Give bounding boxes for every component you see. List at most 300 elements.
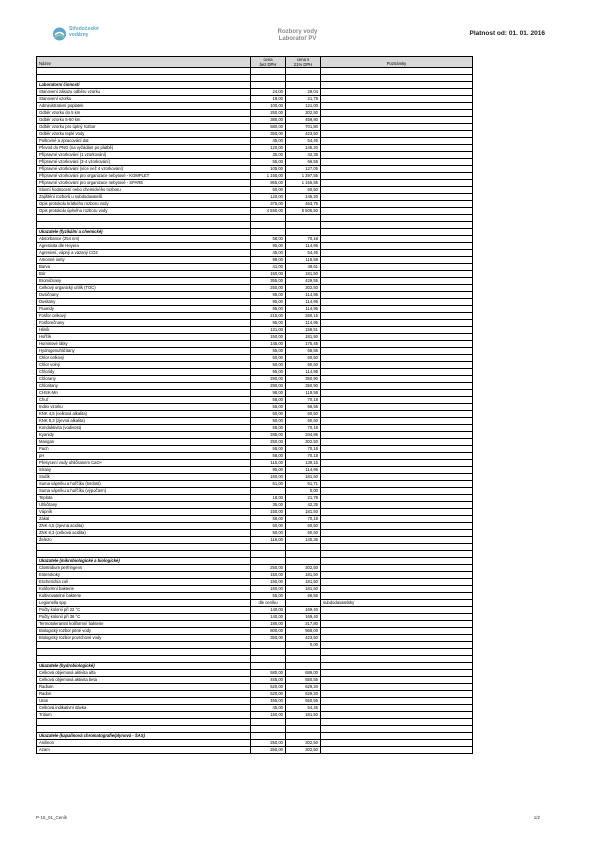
blank-cell [286, 726, 321, 733]
item-name: Hydrogenuhličitany [37, 348, 251, 355]
table-row [37, 320, 473, 327]
price-with-vat: 42,35 [286, 502, 321, 509]
table-row [37, 390, 473, 397]
blank-row [37, 656, 473, 663]
price-without-vat: 580,00 [251, 670, 286, 677]
column-header-price-without-vat-bottom: bez DPH [259, 62, 277, 67]
table-row [37, 376, 473, 383]
price-without-vat: 250,00 [251, 565, 286, 572]
column-header-name: Název [37, 57, 251, 68]
item-note [321, 684, 473, 691]
table-row [37, 488, 473, 495]
price-with-vat: 114,95 [286, 299, 321, 306]
price-without-vat: 290,00 [251, 376, 286, 383]
table-row [37, 460, 473, 467]
table-row [37, 285, 473, 292]
item-note [321, 579, 473, 586]
blank-cell [251, 551, 286, 558]
price-with-vat: 60,50 [286, 411, 321, 418]
item-note [321, 740, 473, 747]
item-note [321, 348, 473, 355]
item-note [321, 271, 473, 278]
table-row [37, 509, 473, 516]
price-without-vat: 51,00 [251, 481, 286, 488]
item-note [321, 257, 473, 264]
item-name: Hořčík [37, 334, 251, 341]
table-row [37, 642, 473, 649]
price-without-vat: 520,00 [251, 684, 286, 691]
item-note [321, 313, 473, 320]
price-without-vat: 455,00 [251, 698, 286, 705]
price-with-vat: 114,95 [286, 292, 321, 299]
table-row [37, 481, 473, 488]
item-name: Fluoridy [37, 306, 251, 313]
price-with-vat: 60,50 [286, 362, 321, 369]
item-note [321, 495, 473, 502]
item-name: Agresivita dle Heyera [37, 243, 251, 250]
price-without-vat: 58,00 [251, 453, 286, 460]
price-without-vat: 380,00 [251, 117, 286, 124]
price-without-vat: 58,00 [251, 425, 286, 432]
table-row [37, 236, 473, 243]
item-note [321, 635, 473, 642]
price-without-vat: 580,00 [251, 124, 286, 131]
item-name: Radium [37, 684, 251, 691]
item-name: Biologický rozbor pitné vody [37, 628, 251, 635]
item-note [321, 481, 473, 488]
price-without-vat: 150,00 [251, 271, 286, 278]
price-without-vat: 131,00 [251, 327, 286, 334]
table-row [37, 600, 473, 607]
item-name: Fosforečnany [37, 320, 251, 327]
item-name: Fosfor celkový [37, 313, 251, 320]
item-note [321, 516, 473, 523]
item-note [321, 530, 473, 537]
price-without-vat: 95,00 [251, 306, 286, 313]
table-row [37, 341, 473, 348]
item-name: Opis protokolu úplného rozboru vody [37, 208, 251, 215]
item-name: Bór [37, 271, 251, 278]
price-without-vat: 45,00 [251, 705, 286, 712]
column-header-price-with-vat-top: cena s [296, 57, 310, 62]
table-row [37, 327, 473, 334]
table-row [37, 446, 473, 453]
spacer-cell [321, 215, 473, 222]
item-name: Suma vápníku a hořčíku (tvrdost) [37, 481, 251, 488]
spacer-cell [321, 544, 473, 551]
item-name: Počty kolonií při 36 °C [37, 614, 251, 621]
spacer-cell [251, 544, 286, 551]
price-without-vat: 375,00 [251, 201, 286, 208]
item-note [321, 509, 473, 516]
column-header-notes: Poznámky [321, 57, 473, 68]
item-name: Odběr vzorku do 5 km [37, 110, 251, 117]
table-row [37, 495, 473, 502]
item-note [321, 621, 473, 628]
item-note [321, 628, 473, 635]
price-with-vat: 66,55 [286, 593, 321, 600]
item-name: Celková objemová aktivita beta [37, 677, 251, 684]
price-without-vat: 98,00 [251, 257, 286, 264]
table-row [37, 383, 473, 390]
item-note [321, 145, 473, 152]
price-with-vat: 0,00 [286, 488, 321, 495]
item-name: Přípravné vzorkování pro organizace nebytové - KOMPLET [37, 173, 251, 180]
price-with-vat: 60,50 [286, 530, 321, 537]
price-with-vat: 70,18 [286, 453, 321, 460]
spacer-row [37, 215, 473, 222]
item-note [321, 677, 473, 684]
table-row [37, 397, 473, 404]
price-without-vat: 116,00 [251, 537, 286, 544]
price-without-vat: 55,00 [251, 593, 286, 600]
item-name: Konduktivita (vodivost) [37, 425, 251, 432]
section-empty-cell [286, 558, 321, 565]
blank-cell [321, 551, 473, 558]
table-row [37, 313, 473, 320]
item-name: Uhličitany [37, 502, 251, 509]
table-row [37, 621, 473, 628]
price-without-vat: 50,00 [251, 362, 286, 369]
item-note [321, 488, 473, 495]
item-note [321, 138, 473, 145]
table-row [37, 607, 473, 614]
item-note [321, 96, 473, 103]
table-header-row [37, 57, 473, 68]
table-row [37, 474, 473, 481]
item-name: Kyanidy [37, 432, 251, 439]
price-with-vat: 127,05 [286, 166, 321, 173]
table-row [37, 677, 473, 684]
table-row [37, 502, 473, 509]
price-with-vat: 60,50 [286, 187, 321, 194]
item-note [321, 264, 473, 271]
item-note [321, 117, 473, 124]
price-without-vat: 150,00 [251, 334, 286, 341]
table-row [37, 145, 473, 152]
table-row [37, 299, 473, 306]
price-with-vat: 60,50 [286, 523, 321, 530]
price-with-vat: 350,90 [286, 376, 321, 383]
price-without-vat: 98,00 [251, 390, 286, 397]
price-with-vat: 629,20 [286, 684, 321, 691]
table-row [37, 537, 473, 544]
item-name: Koliformní bakterie [37, 586, 251, 593]
item-name: Dusičnany [37, 292, 251, 299]
price-without-vat: 250,00 [251, 740, 286, 747]
price-with-vat: 158,51 [286, 327, 321, 334]
price-table [36, 56, 473, 754]
item-note [321, 376, 473, 383]
price-without-vat: 4 550,00 [251, 208, 286, 215]
price-with-vat: 70,18 [286, 425, 321, 432]
table-row [37, 187, 473, 194]
price-without-vat: 58,00 [251, 236, 286, 243]
item-name: Sírany [37, 467, 251, 474]
price-without-vat: 35,00 [251, 152, 286, 159]
item-note [321, 691, 473, 698]
price-with-vat: 1 155,55 [286, 180, 321, 187]
price-with-vat: 260,15 [286, 313, 321, 320]
price-without-vat: 95,00 [251, 467, 286, 474]
item-note [321, 425, 473, 432]
section-title: Ukazatele (fyzikální a chemické) [37, 229, 251, 236]
price-with-vat: 169,40 [286, 614, 321, 621]
spacer-cell [251, 719, 286, 726]
table-row [37, 565, 473, 572]
price-with-vat: 118,58 [286, 257, 321, 264]
table-row [37, 432, 473, 439]
item-name: Administrativní poplatek [37, 103, 251, 110]
table-row [37, 362, 473, 369]
spacer-cell [251, 68, 286, 75]
item-name: Přípravné vzorkování (1 vzorkování) [37, 152, 251, 159]
table-row [37, 628, 473, 635]
item-note [321, 383, 473, 390]
table-row [37, 740, 473, 747]
price-without-vat: 955,00 [251, 180, 286, 187]
spacer-cell [37, 215, 251, 222]
table-row [37, 635, 473, 642]
table-row [37, 334, 473, 341]
item-note [321, 523, 473, 530]
section-empty-cell [286, 733, 321, 740]
footer-page-number: 1/2 [533, 815, 540, 820]
price-without-vat: 150,00 [251, 712, 286, 719]
section-header-row [37, 558, 473, 565]
item-name: Azam [37, 747, 251, 754]
item-name: Chuť [37, 397, 251, 404]
spacer-cell [286, 649, 321, 656]
price-without-vat: 18,00 [251, 495, 286, 502]
price-with-vat: 42,35 [286, 152, 321, 159]
price-with-vat: 181,50 [286, 334, 321, 341]
price-without-vat [251, 642, 286, 649]
section-title: Ukazatele (kapalinová chromatografie/plynová - ŠAS) [37, 733, 251, 740]
price-with-vat: 701,80 [286, 124, 321, 131]
table-row [37, 166, 473, 173]
section-empty-cell [321, 558, 473, 565]
item-note [321, 89, 473, 96]
spacer-row [37, 544, 473, 551]
price-with-vat: 61,71 [286, 481, 321, 488]
price-with-vat: 181,50 [286, 579, 321, 586]
price-without-vat: 95,00 [251, 292, 286, 299]
item-note [321, 201, 473, 208]
table-row [37, 278, 473, 285]
table-row [37, 180, 473, 187]
price-without-vat: 58,00 [251, 446, 286, 453]
item-name: Poštovné a zpracování dat [37, 138, 251, 145]
table-row [37, 369, 473, 376]
price-without-vat: 150,00 [251, 572, 286, 579]
item-name: Sodík [37, 474, 251, 481]
blank-row [37, 551, 473, 558]
item-name: Přípravné vzorkování (více než 4 vzorkování) [37, 166, 251, 173]
item-name: Chloritany [37, 383, 251, 390]
table-row [37, 355, 473, 362]
price-with-vat: 302,50 [286, 565, 321, 572]
price-without-vat: 105,00 [251, 166, 286, 173]
item-note [321, 614, 473, 621]
item-name: Opis protokolu krátkého rozboru vody [37, 201, 251, 208]
item-note [321, 292, 473, 299]
item-name [37, 642, 251, 649]
price-with-vat: 175,45 [286, 341, 321, 348]
price-with-vat: 181,50 [286, 572, 321, 579]
table-row [37, 152, 473, 159]
price-with-vat: 29,04 [286, 89, 321, 96]
spacer-cell [251, 215, 286, 222]
item-name: Termotolerantní koliformní bakterie [37, 621, 251, 628]
section-header-row [37, 229, 473, 236]
item-note [321, 467, 473, 474]
price-with-vat: 139,15 [286, 460, 321, 467]
price-with-vat: 302,50 [286, 285, 321, 292]
spacer-cell [321, 649, 473, 656]
blank-cell [251, 656, 286, 663]
price-without-vat: 140,00 [251, 607, 286, 614]
price-without-vat: 455,00 [251, 677, 286, 684]
item-note [321, 131, 473, 138]
price-with-vat: 181,50 [286, 509, 321, 516]
item-note [321, 306, 473, 313]
table-row [37, 467, 473, 474]
price-with-vat: 140,36 [286, 537, 321, 544]
item-note [321, 236, 473, 243]
table-row [37, 250, 473, 257]
item-name: Chlor celkový [37, 355, 251, 362]
item-note [321, 502, 473, 509]
table-row [37, 173, 473, 180]
item-name: Anilinon [37, 740, 251, 747]
item-name: Radon [37, 691, 251, 698]
item-name: Enterokoky [37, 572, 251, 579]
item-name: Vápník [37, 509, 251, 516]
item-note [321, 670, 473, 677]
price-without-vat: 150,00 [251, 586, 286, 593]
item-note [321, 110, 473, 117]
price-with-vat: 70,18 [286, 446, 321, 453]
item-name: Huminové látky [37, 341, 251, 348]
item-note [321, 453, 473, 460]
item-note [321, 194, 473, 201]
price-with-vat: 121,00 [286, 103, 321, 110]
item-name: ZNK 8,3 (celková acidita) [37, 530, 251, 537]
price-with-vat: 0,00 [286, 642, 321, 649]
item-name: pH [37, 453, 251, 460]
price-without-vat: 55,00 [251, 348, 286, 355]
table-row [37, 257, 473, 264]
item-note [321, 320, 473, 327]
item-note [321, 446, 473, 453]
price-without-vat: 520,00 [251, 691, 286, 698]
price-with-vat: 145,20 [286, 145, 321, 152]
item-name: Chlorany [37, 376, 251, 383]
table-row [37, 103, 473, 110]
item-name: CHSK-Mn [37, 390, 251, 397]
item-name: Odběr vzorku pro úplný rozbor [37, 124, 251, 131]
section-header-row [37, 733, 473, 740]
item-note [321, 565, 473, 572]
item-name: Absorbance (254 nm) [37, 236, 251, 243]
item-name: Agresivní, vápný a vázaný CO2 [37, 250, 251, 257]
price-without-vat: 24,00 [251, 89, 286, 96]
table-row [37, 453, 473, 460]
blank-cell [251, 222, 286, 229]
price-with-vat: 66,55 [286, 159, 321, 166]
price-without-vat: 45,00 [251, 138, 286, 145]
price-without-vat: 50,00 [251, 530, 286, 537]
item-note [321, 439, 473, 446]
table-row [37, 684, 473, 691]
section-empty-cell [251, 229, 286, 236]
title-line-2: Laboratoř PV [278, 36, 317, 42]
item-name: Chloridy [37, 369, 251, 376]
table-row [37, 614, 473, 621]
price-without-vat: 58,00 [251, 397, 286, 404]
spacer-cell [286, 68, 321, 75]
price-with-vat: 70,18 [286, 397, 321, 404]
item-note [321, 586, 473, 593]
item-name: Pach [37, 446, 251, 453]
price-without-vat: 140,00 [251, 614, 286, 621]
price-with-vat: 1 397,55 [286, 173, 321, 180]
table-row [37, 439, 473, 446]
item-note [321, 285, 473, 292]
item-note [321, 593, 473, 600]
table-row [37, 124, 473, 131]
item-name: Legionella spp. [37, 600, 251, 607]
item-note [321, 607, 473, 614]
price-with-vat: 350,90 [286, 383, 321, 390]
price-with-vat: 60,50 [286, 355, 321, 362]
blank-cell [286, 222, 321, 229]
table-row [37, 89, 473, 96]
item-note [321, 404, 473, 411]
column-header-price-without-vat [251, 57, 286, 68]
price-without-vat: 250,00 [251, 285, 286, 292]
item-name: Celkový organický uhlík (TOC) [37, 285, 251, 292]
item-note [321, 334, 473, 341]
blank-cell [37, 75, 251, 82]
blank-cell [286, 551, 321, 558]
price-without-vat: 50,00 [251, 355, 286, 362]
price-with-vat: 54,45 [286, 250, 321, 257]
column-header-price-with-vat [286, 57, 321, 68]
item-note [321, 460, 473, 467]
table-row [37, 579, 473, 586]
price-with-vat: 181,50 [286, 271, 321, 278]
column-header-price-with-vat-bottom: 21% DPH [293, 62, 313, 67]
price-without-vat: 285,00 [251, 432, 286, 439]
item-note [321, 152, 473, 159]
item-note [321, 537, 473, 544]
price-without-vat: 250,00 [251, 110, 286, 117]
logo-line-1: Středočeské [69, 26, 99, 32]
table-row [37, 306, 473, 313]
table-row [37, 201, 473, 208]
item-note: subdodavatelsky [321, 600, 473, 607]
table-row [37, 593, 473, 600]
item-name: Slovní hodnocení nebo chemického rozboru [37, 187, 251, 194]
item-name: Escherichia coli [37, 579, 251, 586]
price-with-vat: 66,55 [286, 348, 321, 355]
blank-cell [321, 222, 473, 229]
section-empty-cell [251, 558, 286, 565]
table-row [37, 712, 473, 719]
price-with-vat: 70,18 [286, 516, 321, 523]
